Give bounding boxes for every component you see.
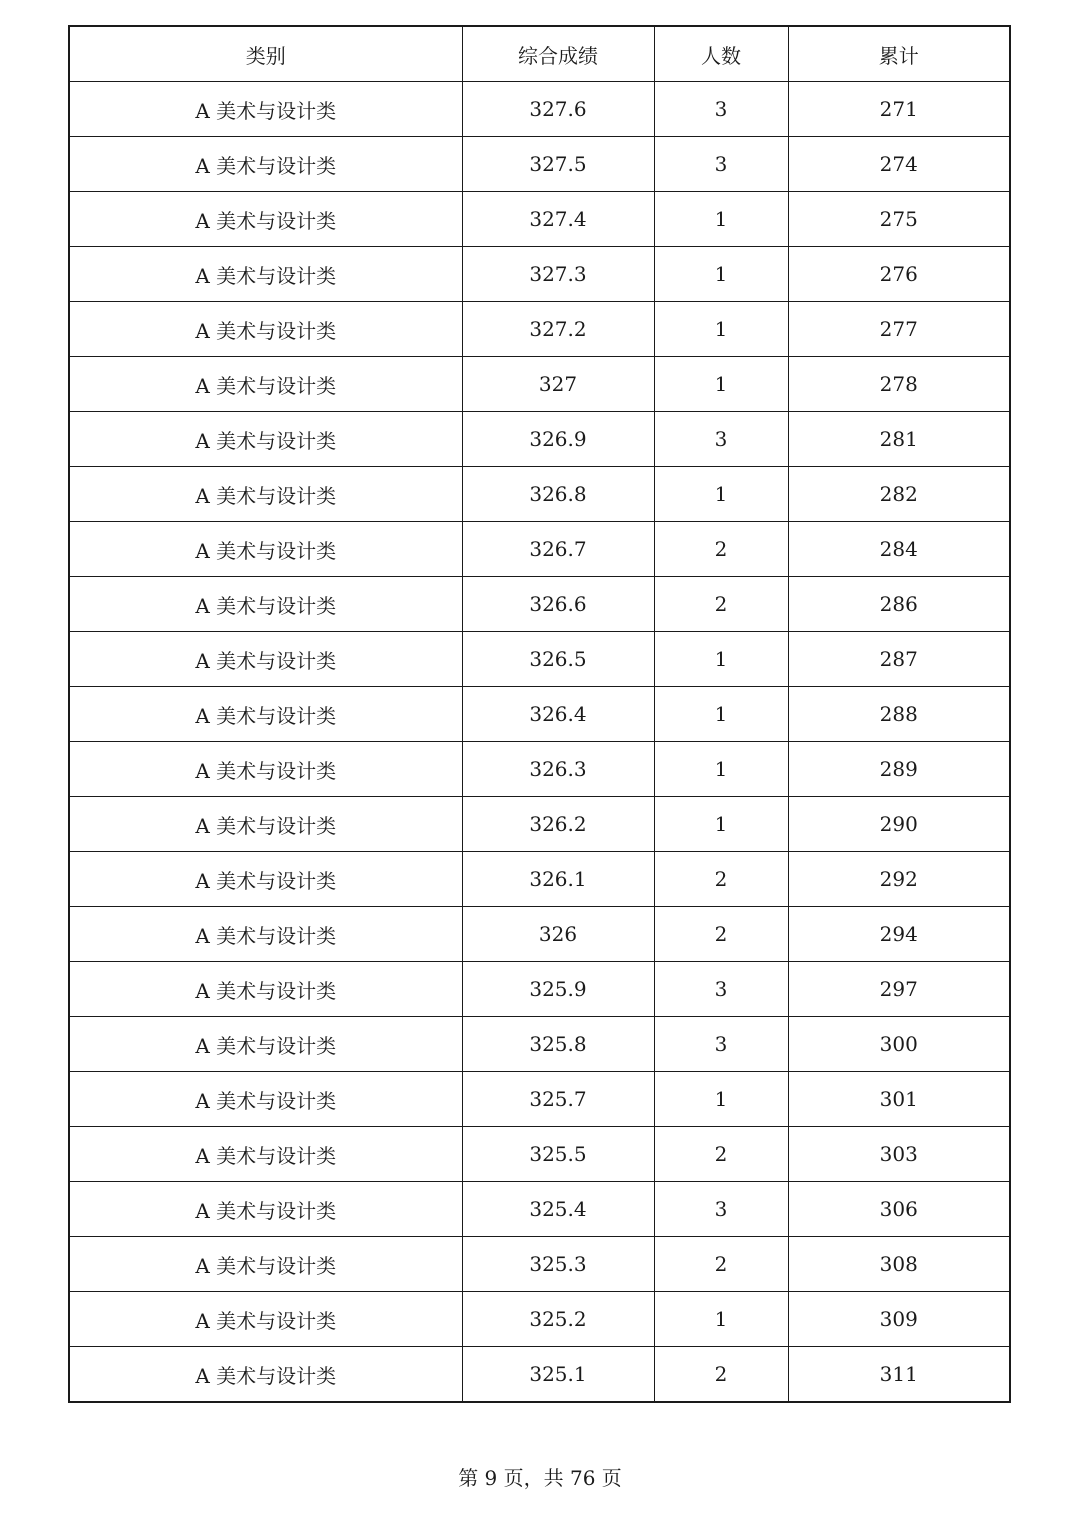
- cell-category: A 美术与设计类: [69, 962, 462, 1017]
- cell-count: 1: [654, 632, 788, 687]
- cell-score: 326.1: [462, 852, 654, 907]
- cell-category: A 美术与设计类: [69, 577, 462, 632]
- cell-cumulative: 311: [788, 1347, 1010, 1403]
- cell-count: 1: [654, 742, 788, 797]
- cell-cumulative: 306: [788, 1182, 1010, 1237]
- cell-cumulative: 276: [788, 247, 1010, 302]
- cell-category: A 美术与设计类: [69, 852, 462, 907]
- cell-score: 326.4: [462, 687, 654, 742]
- cell-cumulative: 287: [788, 632, 1010, 687]
- cell-score: 325.1: [462, 1347, 654, 1403]
- table-row: [69, 1127, 1010, 1182]
- cell-score: 327.5: [462, 137, 654, 192]
- cell-count: 3: [654, 137, 788, 192]
- cell-score: 326: [462, 907, 654, 962]
- cell-score: 326.2: [462, 797, 654, 852]
- table-row: [69, 467, 1010, 522]
- table-row: [69, 742, 1010, 797]
- table-row: [69, 1182, 1010, 1237]
- cell-category: A 美术与设计类: [69, 907, 462, 962]
- table-row: [69, 632, 1010, 687]
- table-row: [69, 577, 1010, 632]
- cell-cumulative: 277: [788, 302, 1010, 357]
- cell-category: A 美术与设计类: [69, 1292, 462, 1347]
- cell-score: 327.4: [462, 192, 654, 247]
- table-header: [69, 26, 1010, 82]
- cell-count: 1: [654, 1072, 788, 1127]
- cell-count: 2: [654, 522, 788, 577]
- cell-cumulative: 284: [788, 522, 1010, 577]
- cell-score: 326.3: [462, 742, 654, 797]
- cell-category: A 美术与设计类: [69, 797, 462, 852]
- cell-count: 2: [654, 1347, 788, 1403]
- cell-category: A 美术与设计类: [69, 82, 462, 137]
- cell-cumulative: 309: [788, 1292, 1010, 1347]
- table-row: [69, 247, 1010, 302]
- table-row: [69, 687, 1010, 742]
- table-row: [69, 1237, 1010, 1292]
- score-table: [68, 25, 1011, 1403]
- cell-count: 3: [654, 1182, 788, 1237]
- cell-score: 327.6: [462, 82, 654, 137]
- cell-score: 327.2: [462, 302, 654, 357]
- cell-category: A 美术与设计类: [69, 247, 462, 302]
- cell-category: A 美术与设计类: [69, 1182, 462, 1237]
- table-row: [69, 357, 1010, 412]
- cell-count: 1: [654, 302, 788, 357]
- cell-count: 2: [654, 1127, 788, 1182]
- cell-score: 326.8: [462, 467, 654, 522]
- cell-score: 327.3: [462, 247, 654, 302]
- cell-count: 1: [654, 357, 788, 412]
- table-row: [69, 1347, 1010, 1403]
- table-row: [69, 302, 1010, 357]
- cell-cumulative: 282: [788, 467, 1010, 522]
- cell-cumulative: 275: [788, 192, 1010, 247]
- cell-score: 325.2: [462, 1292, 654, 1347]
- cell-cumulative: 292: [788, 852, 1010, 907]
- cell-cumulative: 303: [788, 1127, 1010, 1182]
- cell-count: 1: [654, 687, 788, 742]
- cell-score: 327: [462, 357, 654, 412]
- cell-count: 1: [654, 1292, 788, 1347]
- cell-category: A 美术与设计类: [69, 522, 462, 577]
- table-row: [69, 1017, 1010, 1072]
- table-row: [69, 1292, 1010, 1347]
- cell-category: A 美术与设计类: [69, 632, 462, 687]
- cell-score: 325.5: [462, 1127, 654, 1182]
- cell-count: 3: [654, 962, 788, 1017]
- cell-count: 3: [654, 412, 788, 467]
- table-row: [69, 522, 1010, 577]
- cell-count: 1: [654, 467, 788, 522]
- table-row: [69, 412, 1010, 467]
- table-row: [69, 1072, 1010, 1127]
- table-row: [69, 797, 1010, 852]
- cell-count: 2: [654, 1237, 788, 1292]
- cell-category: A 美术与设计类: [69, 137, 462, 192]
- cell-score: 325.7: [462, 1072, 654, 1127]
- cell-category: A 美术与设计类: [69, 1237, 462, 1292]
- cell-category: A 美术与设计类: [69, 357, 462, 412]
- cell-count: 2: [654, 907, 788, 962]
- cell-score: 326.7: [462, 522, 654, 577]
- cell-cumulative: 300: [788, 1017, 1010, 1072]
- cell-category: A 美术与设计类: [69, 1072, 462, 1127]
- cell-category: A 美术与设计类: [69, 1347, 462, 1403]
- cell-cumulative: 297: [788, 962, 1010, 1017]
- cell-count: 1: [654, 192, 788, 247]
- cell-cumulative: 289: [788, 742, 1010, 797]
- cell-cumulative: 286: [788, 577, 1010, 632]
- cell-category: A 美术与设计类: [69, 742, 462, 797]
- cell-cumulative: 281: [788, 412, 1010, 467]
- cell-score: 326.5: [462, 632, 654, 687]
- cell-category: A 美术与设计类: [69, 687, 462, 742]
- table-row: [69, 962, 1010, 1017]
- table-row: [69, 82, 1010, 137]
- cell-cumulative: 278: [788, 357, 1010, 412]
- table-row: [69, 137, 1010, 192]
- page-footer: 第 9 页，共 76 页: [458, 1466, 622, 1490]
- header-row: [69, 26, 1010, 82]
- cell-cumulative: 271: [788, 82, 1010, 137]
- cell-count: 1: [654, 797, 788, 852]
- cell-category: A 美术与设计类: [69, 1127, 462, 1182]
- cell-category: A 美术与设计类: [69, 1017, 462, 1072]
- table-row: [69, 192, 1010, 247]
- cell-count: 1: [654, 247, 788, 302]
- cell-score: 325.4: [462, 1182, 654, 1237]
- cell-count: 3: [654, 82, 788, 137]
- cell-category: A 美术与设计类: [69, 412, 462, 467]
- cell-cumulative: 290: [788, 797, 1010, 852]
- cell-category: A 美术与设计类: [69, 192, 462, 247]
- table-row: [69, 907, 1010, 962]
- table-row: [69, 852, 1010, 907]
- cell-score: 325.9: [462, 962, 654, 1017]
- cell-cumulative: 288: [788, 687, 1010, 742]
- header-category: 类别: [69, 26, 462, 82]
- cell-score: 325.3: [462, 1237, 654, 1292]
- cell-cumulative: 274: [788, 137, 1010, 192]
- cell-count: 2: [654, 577, 788, 632]
- cell-category: A 美术与设计类: [69, 302, 462, 357]
- cell-cumulative: 308: [788, 1237, 1010, 1292]
- cell-count: 2: [654, 852, 788, 907]
- cell-score: 326.6: [462, 577, 654, 632]
- cell-cumulative: 301: [788, 1072, 1010, 1127]
- cell-score: 326.9: [462, 412, 654, 467]
- header-count: 人数: [654, 26, 788, 82]
- header-cumulative: 累计: [788, 26, 1010, 82]
- cell-score: 325.8: [462, 1017, 654, 1072]
- cell-cumulative: 294: [788, 907, 1010, 962]
- table-body: [69, 82, 1010, 1403]
- header-score: 综合成绩: [462, 26, 654, 82]
- cell-category: A 美术与设计类: [69, 467, 462, 522]
- cell-count: 3: [654, 1017, 788, 1072]
